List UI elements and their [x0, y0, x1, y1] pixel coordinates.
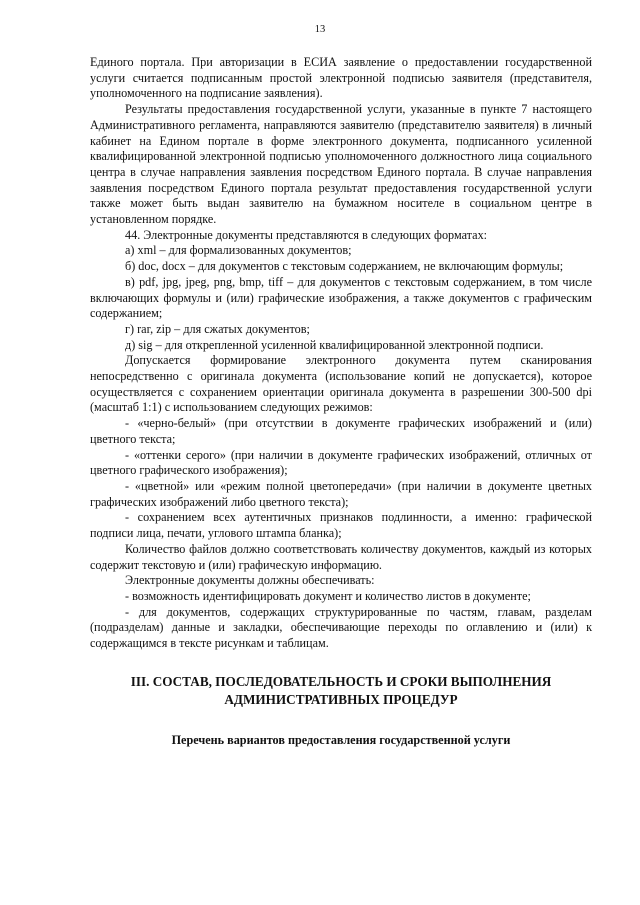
- section-heading: III. СОСТАВ, ПОСЛЕДОВАТЕЛЬНОСТЬ И СРОКИ ВЫПОЛНЕНИЯ АДМИНИСТРАТИВНЫХ ПРОЦЕДУР: [130, 673, 552, 707]
- paragraph: б) doc, docx – для документов с текстовым содержанием, не включающим формулы;: [125, 259, 564, 274]
- sub-heading: Перечень вариантов предоставления государственной услуги: [171, 732, 511, 747]
- paragraph: - «черно-белый» (при отсутствии в документе графических изображений и (или) цветного текста;: [90, 416, 592, 446]
- paragraph: Электронные документы должны обеспечивать:: [125, 573, 375, 588]
- paragraph: Количество файлов должно соответствовать количеству документов, каждый из которых содержит текстовую и (или) графическую информацию.: [90, 541, 592, 572]
- paragraph: - для документов, содержащих структурированные по частям, главам, разделам (подразделам) данные и закладки, обеспечивающие переходы по оглавлению и (или) к содержащимся в тексте рисункам и таблицам.: [90, 604, 592, 651]
- paragraph-list: [90, 55, 592, 652]
- page-number: 13: [314, 24, 326, 35]
- paragraph: г) rar, zip – для сжатых документов;: [125, 321, 310, 336]
- paragraph: - возможность идентифицировать документ и количество листов в документе;: [125, 588, 531, 603]
- paragraph: Результаты предоставления государственной услуги, указанные в пункте 7 настоящего Административного регламента, направляются заявителю (представителю заявителя) в личный кабинет на Едином портале в форме электронного документа, подписанного усиленной квалифицированной электронной подписью уполномоченного должностного лица социального центра в случае направления заявления посредством Единого портала. В случае направления заявления посредством Единого портала результат предоставления государственной услуги также может быть выдан заявителю на бумажном носителе в социальном центре в установленном порядке.: [90, 102, 592, 227]
- paragraph: д) sig – для открепленной усиленной квалифицированной электронной подписи.: [125, 337, 544, 352]
- paragraph: в) pdf, jpg, jpeg, png, bmp, tiff – для документов с текстовым содержанием, в том числе включающих формулы и (или) графические изображения, а также документов с графическим содержанием;: [90, 274, 592, 321]
- paragraph: а) xml – для формализованных документов;: [125, 243, 352, 258]
- paragraph: Единого портала. При авторизации в ЕСИА заявление о предоставлении государственной услуги считается подписанным простой электронной подписью заявителя (представителя, уполномоченного на подписание заявления).: [90, 55, 592, 101]
- paragraph: - сохранением всех аутентичных признаков подлинности, а именно: графической подписи лица, печати, углового штампа бланка);: [90, 510, 592, 541]
- paragraph: 44. Электронные документы представляются в следующих форматах:: [125, 227, 488, 242]
- paragraph: - «цветной» или «режим полной цветопередачи» (при наличии в документе цветных графических изображений либо цветного текста);: [90, 478, 592, 509]
- paragraph: - «оттенки серого» (при наличии в документе графических изображений, отличных от цветного графического изображения);: [90, 447, 592, 478]
- document-body: [90, 55, 592, 748]
- paragraph: Допускается формирование электронного документа путем сканирования непосредственно с оригинала документа (использование копий не допускается), которое осуществляется с сохранением ориентации оригинала документа в разрешении 300-500 dpi (масштаб 1:1) с использованием следующих режимов:: [90, 353, 592, 415]
